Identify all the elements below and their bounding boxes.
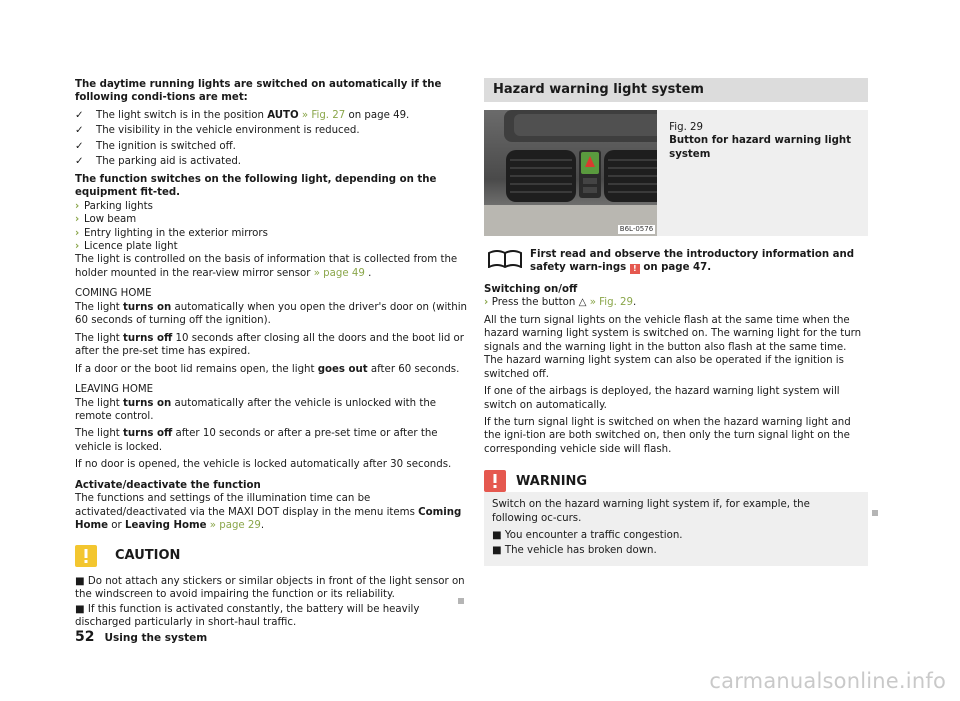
warning-icon: ! xyxy=(630,264,640,274)
section-end-mark xyxy=(458,598,464,604)
condition-list xyxy=(75,109,470,169)
arrow-right-icon: › xyxy=(75,227,80,239)
arrow-right-icon: › xyxy=(75,200,80,212)
list-item: › Entry lighting in the exterior mirrors xyxy=(75,227,268,239)
page-49-link[interactable]: » page 49 xyxy=(313,267,365,279)
leaving-home-p1: The light turns on automatically after the vehicle is unlocked with the remote control. xyxy=(75,397,437,422)
switching-heading: Switching on/off xyxy=(484,283,578,295)
condition-item: ✓ The ignition is switched off. xyxy=(75,140,236,152)
warning-intro: Switch on the hazard warning light system if, for example, the following oc-curs. xyxy=(492,499,810,524)
watermark: carmanualsonline.info xyxy=(709,669,946,693)
section-end-mark xyxy=(872,510,878,516)
page-29-link[interactable]: » page 29 xyxy=(206,520,261,532)
check-icon: ✓ xyxy=(75,125,84,137)
square-bullet-icon: ■ xyxy=(492,544,505,556)
coming-home-p3: If a door or the boot lid remains open, the light goes out after 60 seconds. xyxy=(75,363,460,375)
condition-item: ✓ The light switch is in the position AUTO » Fig. 27 on page 49. xyxy=(75,109,410,121)
function-intro: The function switches on the following light, depending on the equipment fit-ted. xyxy=(75,173,437,199)
square-bullet-icon: ■ xyxy=(75,575,88,587)
hazard-triangle-icon: △ xyxy=(578,297,587,309)
list-item: › Parking lights xyxy=(75,200,153,212)
arrow-right-icon: › xyxy=(75,214,80,226)
auto-switch-label: AUTO xyxy=(267,109,299,121)
warning-body xyxy=(484,492,868,566)
check-icon: ✓ xyxy=(75,156,84,168)
square-bullet-icon: ■ xyxy=(75,603,88,615)
check-icon: ✓ xyxy=(75,109,84,121)
check-icon: ✓ xyxy=(75,140,84,152)
footer-title: Using the system xyxy=(104,632,208,644)
condition-item: ✓ The visibility in the vehicle environment is reduced. xyxy=(75,125,360,137)
condition-item: ✓ The parking aid is activated. xyxy=(75,156,242,168)
switching-step: › Press the button △ » Fig. 29. xyxy=(484,297,637,309)
figure-caption-text: Button for hazard warning light system xyxy=(669,135,852,160)
leaving-home-p3: If no door is opened, the vehicle is locked automatically after 30 seconds. xyxy=(75,459,452,471)
right-column xyxy=(484,78,868,566)
caution-title: CAUTION xyxy=(115,548,181,564)
coming-home-p2: The light turns off 10 seconds after closing all the doors and the boot lid or after the pre-set time has expired. xyxy=(75,332,464,358)
warning-header xyxy=(484,470,868,492)
read-first-note: First read and observe the introductory information and safety warn-ings ! on page 47. xyxy=(484,248,868,275)
paragraph: If one of the airbags is deployed, the hazard warning light system will switch on automatically. xyxy=(484,386,840,411)
paragraph: If the turn signal light is switched on when the hazard warning light and the igni-tion are both switched on, then only the turn signal light on the corresponding vehicle side will flash. xyxy=(484,416,851,455)
list-item: › Licence plate light xyxy=(75,240,178,252)
section-title: Hazard warning light system xyxy=(484,78,868,102)
square-bullet-icon: ■ xyxy=(492,530,505,542)
warning-item: ■ You encounter a traffic congestion. xyxy=(492,530,683,542)
lights-list xyxy=(75,200,470,254)
daytime-lights-intro: The daytime running lights are switched on automatically if the following condi-tions are met: xyxy=(75,79,442,104)
caution-icon xyxy=(75,545,97,567)
list-item: › Low beam xyxy=(75,214,137,226)
page-footer xyxy=(75,628,207,646)
leaving-home-p2: The light turns off after 10 seconds or after a pre-set time or after the vehicle is locked. xyxy=(75,428,438,453)
fig-29-link[interactable]: » Fig. 29 xyxy=(586,297,634,309)
open-book-icon xyxy=(488,248,522,268)
fig-27-link[interactable]: » Fig. 27 xyxy=(301,109,346,121)
paragraph: All the turn signal lights on the vehicle flash at the same time when the hazard warning light system is switched on. The warning light for the turn signals and the warning light in the button also flash at the same time. The hazard warning light system can also be operated if the ignition is switched off. xyxy=(484,314,862,380)
figure-29 xyxy=(484,110,868,236)
dashboard-image xyxy=(484,110,657,236)
caution-item: ■ If this function is activated constantly, the battery will be heavily discharged particularly in short-haul traffic. xyxy=(75,603,420,628)
warning-item: ■ The vehicle has broken down. xyxy=(492,544,657,556)
coming-home-heading: COMING HOME xyxy=(75,288,152,300)
hazard-button-photo xyxy=(484,110,657,236)
image-code: B6L-0576 xyxy=(619,225,654,233)
warning-box xyxy=(484,470,868,566)
sensor-paragraph: The light is controlled on the basis of information that is collected from the holder mounted in the rear-view mirror sensor » page 49 . xyxy=(75,254,458,279)
page-number: 52 xyxy=(75,629,95,645)
warning-icon xyxy=(484,470,506,492)
arrow-right-icon: › xyxy=(484,297,492,309)
figure-number: Fig. 29 xyxy=(669,122,704,133)
leaving-home-heading: LEAVING HOME xyxy=(75,384,154,396)
activate-heading: Activate/deactivate the function xyxy=(75,479,261,491)
warning-title: WARNING xyxy=(516,473,588,489)
activate-paragraph: The functions and settings of the illumination time can be activated/deactivated via the MAXI DOT display in the menu items Coming Home or Leaving Home » page 29. xyxy=(75,493,462,532)
left-column xyxy=(75,78,470,630)
arrow-right-icon: › xyxy=(75,240,80,252)
coming-home-p1: The light turns on automatically when you open the driver's door on (within 60 seconds of turning off the ignition). xyxy=(75,301,468,327)
figure-caption xyxy=(657,110,868,236)
caution-item: ■ Do not attach any stickers or similar objects in front of the light sensor on the windscreen to avoid impairing the function or its reliability. xyxy=(75,575,465,601)
caution-header xyxy=(75,545,470,567)
